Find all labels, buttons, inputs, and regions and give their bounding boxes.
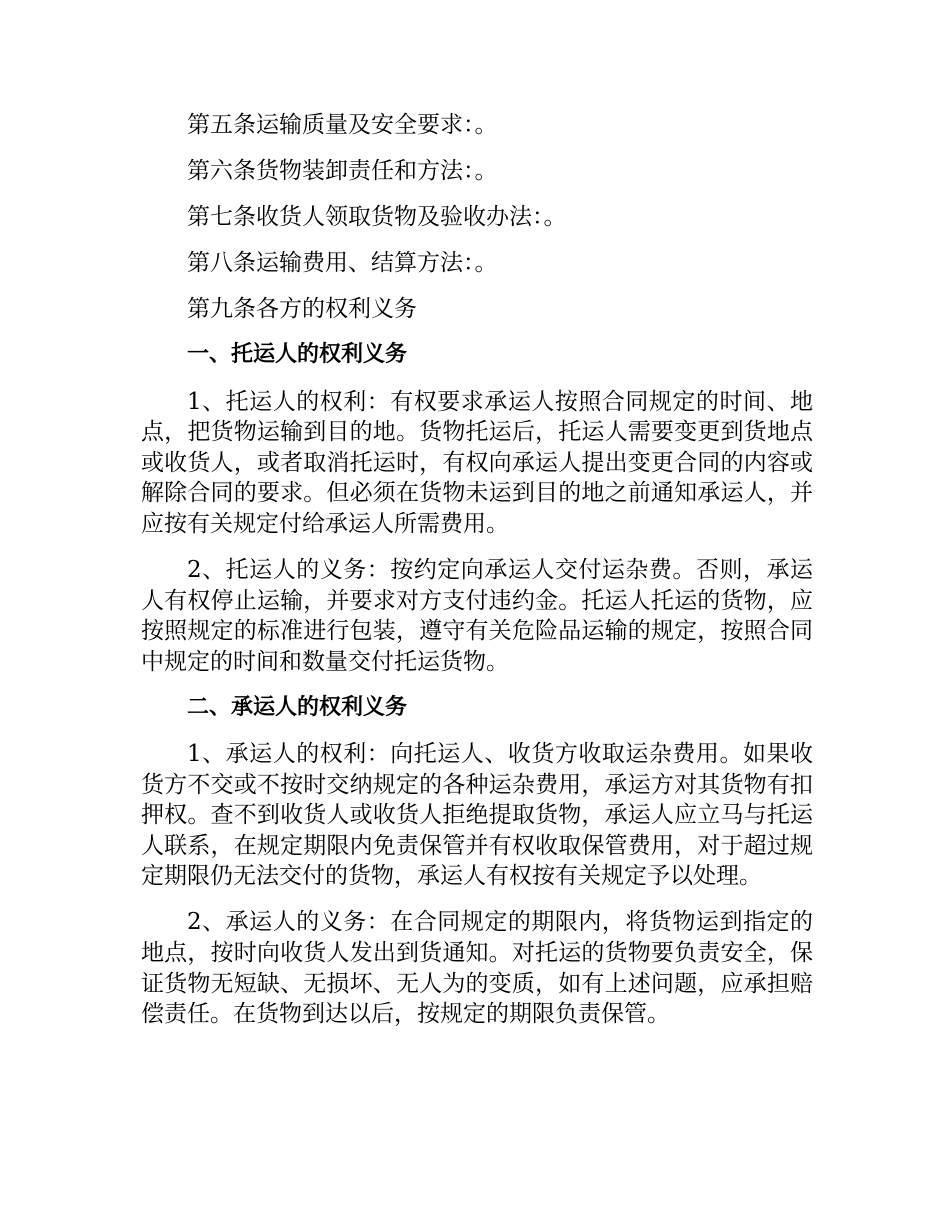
clause-6: 第六条货物装卸责任和方法：。 (187, 158, 498, 185)
shipper-obligations-paragraph: 2、托运人的义务：按约定向承运人交付运杂费。否则，承运人有权停止运输，并要求对方支付违约金。托运人托运的货物，应按照规定的标准进行包装，遵守有关危险品运输的规定，按照合同中规定的时间和数量交付托运货物。 (141, 557, 813, 675)
carrier-rights-paragraph: 1、承运人的权利：向托运人、收货方收取运杂费用。如果收货方不交或不按时交纳规定的各种运杂费用，承运方对其货物有扣押权。查不到收货人或收货人拒绝提取货物，承运人应立马与托运人联系，在规定期限内免责保管并有权收取保管费用，对于超过规定期限仍无法交付的货物，承运人有权按有关规定予以处理。 (141, 741, 813, 890)
clause-5: 第五条运输质量及安全要求：。 (187, 112, 498, 138)
section-heading-carrier: 二、承运人的权利义务 (187, 694, 408, 720)
document-body (141, 110, 813, 1045)
shipper-rights-paragraph: 1、托运人的权利：有权要求承运人按照合同规定的时间、地点，把货物运输到目的地。货物托运后，托运人需要变更到货地点或收货人，或者取消托运时，有权向承运人提出变更合同的内容或解除合同的要求。但必须在货物未运到目的地之前通知承运人，并应按有关规定付给承运人所需费用。 (141, 388, 813, 537)
clause-9: 第九条各方的权利义务 (187, 296, 417, 323)
clause-7: 第七条收货人领取货物及验收办法：。 (187, 204, 567, 231)
clause-8: 第八条运输费用、结算方法：。 (187, 250, 498, 277)
section-heading-shipper: 一、托运人的权利义务 (187, 342, 408, 368)
carrier-obligations-paragraph: 2、承运人的义务：在合同规定的期限内，将货物运到指定的地点，按时向收货人发出到货通知。对托运的货物要负责安全，保证货物无短缺、无损坏、无人为的变质，如有上述问题，应承担赔偿责任。在货物到达以后，按规定的期限负责保管。 (141, 909, 813, 1028)
